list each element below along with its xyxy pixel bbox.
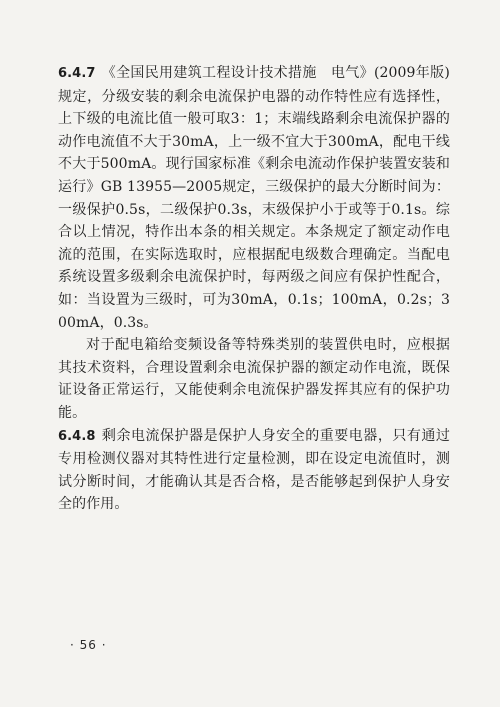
- paragraph-special-equipment: [58, 334, 450, 424]
- page-number: · 56 ·: [70, 638, 107, 652]
- clause-number: 6.4.8: [58, 428, 96, 444]
- page-body: [58, 62, 450, 516]
- clause-text: 剩余电流保护器是保护人身安全的重要电器，只有通过专用检测仪器对其特性进行定量检测，即在设定电流值时，测试分断时间，才能确认其是否合格，是否能够起到保护人身安全的作用。: [58, 427, 450, 513]
- clause-6-4-7: [58, 62, 450, 334]
- clause-number: 6.4.7: [58, 66, 96, 81]
- clause-6-4-8: [58, 425, 450, 516]
- paragraph-text: 对于配电箱给变频设备等特殊类别的装置供电时，应根据其技术资料，合理设置剩余电流保护器的额定动作电流，既保证设备正常运行，又能使剩余电流保护器发挥其应有的保护功能。: [58, 337, 450, 421]
- clause-text: 《全国民用建筑工程设计技术措施 电气》(2009年版)规定，分级安装的剩余电流保护电器的动作特性应有选择性，上下级的电流比值一般可取3：1；末端线路剩余电流保护器的动作电流值不大于30mA，上一级不宜大于300mA，配电干线不大于500mA。现行国家标准《剩余电流动作保护装置安装和运行》GB 13955—2005规定，三级保护的最大分断时间为：一级保护0.5s，二级保护0.3s，末级保护小于或等于0.1s。综合以上情况，特作出本条的相关规定。本条规定了额定动作电流的范围，在实际选取时，应根据配电级数合理确定。当配电系统设置多级剩余电流保护时，每两级之间应有保护性配合，如：当设置为三级时，可为30mA，0.1s；100mA，0.2s；300mA，0.3s。: [58, 65, 450, 331]
